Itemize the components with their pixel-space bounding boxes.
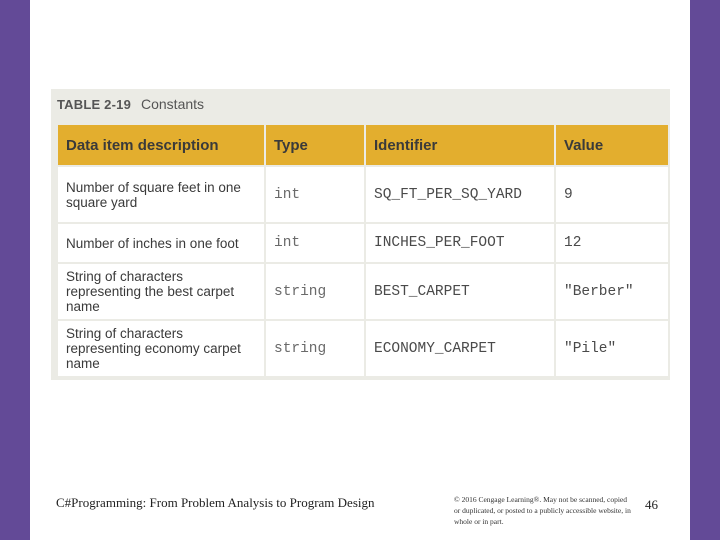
cell-identifier: SQ_FT_PER_SQ_YARD	[366, 167, 554, 222]
table-title: Constants	[141, 96, 205, 112]
table-row	[58, 224, 668, 262]
cell-type: int	[266, 224, 364, 262]
footer-copyright: © 2016 Cengage Learning®. May not be scanned, copied or duplicated, or posted to a publicly accessible website, in whole or in part.	[454, 495, 631, 526]
cell-type: string	[266, 264, 364, 319]
cell-description: String of characters representing economy carpet name	[58, 321, 264, 376]
table-number: TABLE 2-19	[57, 97, 131, 112]
table-row	[58, 264, 668, 319]
cell-value: 12	[556, 224, 668, 262]
cell-type: int	[266, 167, 364, 222]
table-caption	[57, 93, 204, 115]
right-side-bar	[690, 0, 720, 540]
cell-value: "Pile"	[556, 321, 668, 376]
footer-book-title: C#Programming: From Problem Analysis to Program Design	[56, 495, 375, 510]
table-header-row	[58, 125, 668, 165]
cell-value: 9	[556, 167, 668, 222]
header-value: Value	[556, 125, 668, 165]
header-type: Type	[266, 125, 364, 165]
header-description: Data item description	[58, 125, 264, 165]
cell-value: "Berber"	[556, 264, 668, 319]
cell-type: string	[266, 321, 364, 376]
header-identifier: Identifier	[366, 125, 554, 165]
table-figure	[51, 89, 670, 380]
cell-identifier: ECONOMY_CARPET	[366, 321, 554, 376]
cell-identifier: BEST_CARPET	[366, 264, 554, 319]
table-row	[58, 321, 668, 376]
left-side-bar	[0, 0, 30, 540]
table-row	[58, 167, 668, 222]
cell-description: Number of inches in one foot	[58, 224, 264, 262]
cell-identifier: INCHES_PER_FOOT	[366, 224, 554, 262]
constants-table	[56, 123, 670, 378]
cell-description: Number of square feet in one square yard	[58, 167, 264, 222]
cell-description: String of characters representing the best carpet name	[58, 264, 264, 319]
page-number: 46	[645, 497, 658, 512]
